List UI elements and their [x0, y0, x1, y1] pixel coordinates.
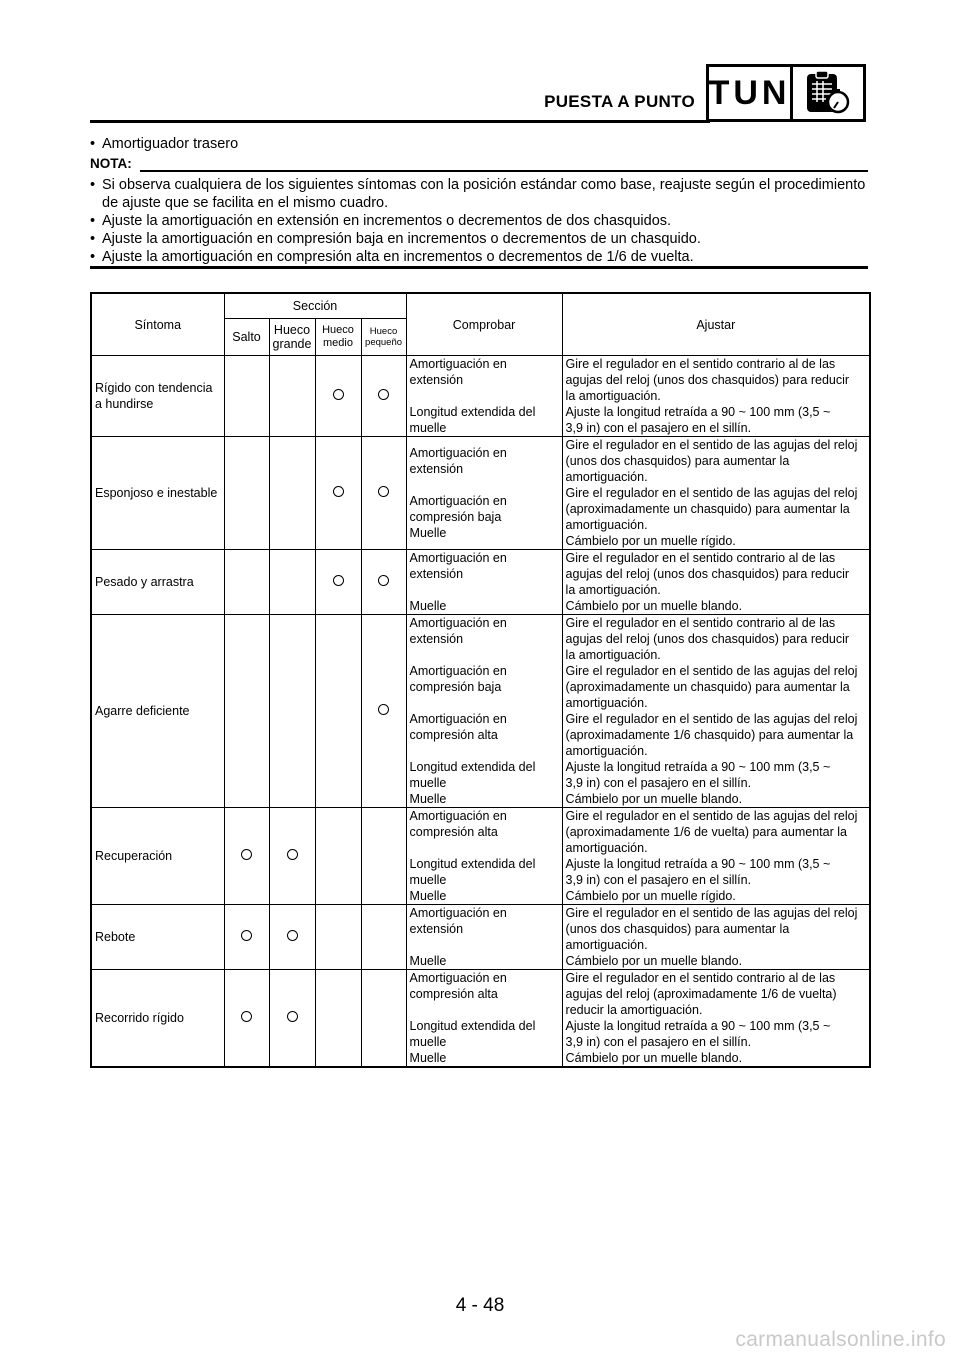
section-mark-cell — [269, 970, 315, 1068]
symptom-cell: Rígido con tendencia a hundirse — [91, 356, 224, 437]
circle-mark-icon — [333, 389, 344, 400]
ajustar-line: amortiguación. — [565, 938, 648, 952]
section-mark-cell — [224, 905, 269, 970]
ajustar-line: 3,9 in) con el pasajero en el sillín. — [565, 421, 752, 435]
symptom-cell: Pesado y arrastra — [91, 550, 224, 615]
header-salto: Salto — [224, 319, 269, 356]
watermark: carmanualsonline.info — [735, 1328, 946, 1351]
circle-mark-icon — [287, 1011, 298, 1022]
comprobar-line: muelle — [409, 776, 447, 790]
ajustar-line: Gire el regulador en el sentido contrario al de las — [565, 971, 836, 985]
ajustar-line: Gire el regulador en el sentido de las agujas del reloj — [565, 712, 858, 726]
circle-mark-icon — [378, 704, 389, 715]
header-rule — [90, 120, 710, 123]
intro-bullet: • Amortiguador trasero — [102, 135, 238, 153]
comprobar-line: muelle — [409, 1035, 447, 1049]
section-code: TUN — [709, 67, 793, 119]
ajustar-line: (aproximadamente un chasquido) para aumentar la — [565, 502, 850, 516]
ajustar-line: Cámbielo por un muelle blando. — [565, 1051, 743, 1065]
clipboard-stopwatch-icon — [793, 67, 863, 119]
ajustar-line: Cámbielo por un muelle rígido. — [565, 534, 736, 548]
ajustar-cell — [562, 615, 870, 808]
table-body — [91, 356, 870, 1068]
ajustar-line: reducir la amortiguación. — [565, 1003, 703, 1017]
comprobar-line: Amortiguación en — [409, 971, 507, 985]
header-hueco-pequeno: Hueco pequeño — [361, 319, 406, 356]
comprobar-line: Amortiguación en — [409, 809, 507, 823]
ajustar-line: (unos dos chasquidos) para aumentar la — [565, 922, 790, 936]
ajustar-cell — [562, 356, 870, 437]
comprobar-line: extensión — [409, 462, 464, 476]
comprobar-line: Amortiguación en — [409, 712, 507, 726]
section-mark-cell — [315, 970, 361, 1068]
comprobar-line — [410, 647, 559, 663]
ajustar-line: 3,9 in) con el pasajero en el sillín. — [565, 873, 752, 887]
table-row — [91, 970, 870, 1068]
section-mark-cell — [269, 615, 315, 808]
comprobar-cell — [406, 550, 562, 615]
ajustar-line: Gire el regulador en el sentido contrario al de las — [565, 616, 836, 630]
ajustar-line: amortiguación. — [565, 470, 648, 484]
comprobar-line: compresión alta — [409, 825, 498, 839]
comprobar-line: Amortiguación en — [409, 906, 507, 920]
section-mark-cell — [315, 437, 361, 550]
section-mark-cell — [361, 905, 406, 970]
comprobar-line: extensión — [409, 567, 464, 581]
table-row — [91, 905, 870, 970]
comprobar-cell — [406, 970, 562, 1068]
section-mark-cell — [361, 970, 406, 1068]
symptom-cell: Agarre deficiente — [91, 615, 224, 808]
ajustar-cell — [562, 970, 870, 1068]
table-row — [91, 808, 870, 905]
comprobar-line — [410, 937, 559, 953]
ajustar-line: 3,9 in) con el pasajero en el sillín. — [565, 1035, 752, 1049]
comprobar-cell — [406, 356, 562, 437]
comprobar-line: Muelle — [409, 1051, 447, 1065]
comprobar-line: extensión — [409, 373, 464, 387]
ajustar-line: Cámbielo por un muelle blando. — [565, 954, 743, 968]
comprobar-line: Amortiguación en — [409, 551, 507, 565]
header-hueco-medio: Hueco medio — [315, 319, 361, 356]
ajustar-line: Ajuste la longitud retraída a 90 ~ 100 mm (3,5 ~ — [565, 760, 831, 774]
section-mark-cell — [361, 356, 406, 437]
circle-mark-icon — [378, 575, 389, 586]
circle-mark-icon — [241, 849, 252, 860]
section-mark-cell — [315, 356, 361, 437]
section-mark-cell — [269, 550, 315, 615]
nota-item: • Ajuste la amortiguación en extensión en incrementos o decrementos de dos chasquidos. — [102, 212, 868, 230]
comprobar-cell — [406, 437, 562, 550]
comprobar-line: Longitud extendida del — [409, 1019, 536, 1033]
comprobar-line: muelle — [409, 421, 447, 435]
section-mark-cell — [315, 808, 361, 905]
comprobar-line: Longitud extendida del — [409, 760, 536, 774]
table-row — [91, 615, 870, 808]
comprobar-line: Amortiguación en — [409, 664, 507, 678]
section-mark-cell — [269, 437, 315, 550]
comprobar-line — [410, 695, 559, 711]
comprobar-cell — [406, 808, 562, 905]
ajustar-line: Gire el regulador en el sentido de las agujas del reloj — [565, 906, 858, 920]
page-number: 4 - 48 — [455, 1295, 505, 1316]
comprobar-line: Amortiguación en — [409, 616, 507, 630]
ajustar-line: Cámbielo por un muelle blando. — [565, 599, 743, 613]
header-ajustar: Ajustar — [562, 293, 870, 356]
section-mark-cell — [361, 808, 406, 905]
section-mark-cell — [269, 356, 315, 437]
comprobar-line: Muelle — [409, 792, 447, 806]
circle-mark-icon — [241, 1011, 252, 1022]
nota-top-rule — [140, 170, 868, 172]
section-mark-cell — [224, 437, 269, 550]
ajustar-line: amortiguación. — [565, 841, 648, 855]
table-row — [91, 437, 870, 550]
ajustar-line: Cámbielo por un muelle blando. — [565, 792, 743, 806]
section-mark-cell — [315, 615, 361, 808]
comprobar-line: compresión alta — [409, 987, 498, 1001]
ajustar-line: amortiguación. — [565, 696, 648, 710]
symptom-cell: Rebote — [91, 905, 224, 970]
section-mark-cell — [361, 615, 406, 808]
symptom-cell: Recuperación — [91, 808, 224, 905]
comprobar-line: Amortiguación en — [409, 446, 507, 460]
ajustar-line: amortiguación. — [565, 518, 648, 532]
circle-mark-icon — [378, 389, 389, 400]
circle-mark-icon — [378, 486, 389, 497]
section-mark-cell — [224, 550, 269, 615]
section-mark-cell — [224, 356, 269, 437]
ajustar-cell — [562, 905, 870, 970]
section-mark-cell — [269, 905, 315, 970]
comprobar-line — [410, 840, 559, 856]
nota-item: • Ajuste la amortiguación en compresión baja en incrementos o decrementos de un chasquido. — [102, 230, 868, 248]
comprobar-line: Muelle — [409, 599, 447, 613]
table-row — [91, 550, 870, 615]
nota-bottom-rule — [90, 266, 868, 269]
ajustar-line: (aproximadamente 1/6 chasquido) para aumentar la — [565, 728, 854, 742]
comprobar-line: compresión baja — [409, 510, 502, 524]
ajustar-line: Gire el regulador en el sentido de las agujas del reloj — [565, 438, 858, 452]
header-seccion: Sección — [224, 293, 406, 319]
section-badge — [706, 64, 866, 122]
comprobar-line: Muelle — [409, 954, 447, 968]
comprobar-line: Muelle — [409, 526, 447, 540]
nota-item: • Si observa cualquiera de los siguientes síntomas con la posición estándar como base, reajuste según el procedimiento de ajuste que se facilita en el mismo cuadro. — [102, 176, 868, 212]
comprobar-cell — [406, 905, 562, 970]
section-mark-cell — [315, 550, 361, 615]
symptom-cell: Esponjoso e inestable — [91, 437, 224, 550]
ajustar-line: la amortiguación. — [565, 583, 661, 597]
comprobar-line: compresión alta — [409, 728, 498, 742]
ajustar-line: Cámbielo por un muelle rígido. — [565, 889, 736, 903]
comprobar-line — [410, 1002, 559, 1018]
section-mark-cell — [361, 437, 406, 550]
ajustar-line: Ajuste la longitud retraída a 90 ~ 100 mm (3,5 ~ — [565, 857, 831, 871]
ajustar-line: Gire el regulador en el sentido contrario al de las — [565, 551, 836, 565]
tuning-table — [90, 292, 871, 1068]
comprobar-line: compresión baja — [409, 680, 502, 694]
comprobar-line: Longitud extendida del — [409, 857, 536, 871]
ajustar-line: Gire el regulador en el sentido de las agujas del reloj — [565, 664, 858, 678]
comprobar-line — [410, 582, 559, 598]
ajustar-line: agujas del reloj (aproximadamente 1/6 de vuelta) — [565, 987, 837, 1001]
ajustar-line: la amortiguación. — [565, 648, 661, 662]
nota-list — [102, 176, 868, 266]
ajustar-cell — [562, 437, 870, 550]
ajustar-line: agujas del reloj (unos dos chasquidos) para reducir — [565, 567, 850, 581]
header-sintoma: Síntoma — [91, 293, 224, 356]
circle-mark-icon — [241, 930, 252, 941]
ajustar-cell — [562, 808, 870, 905]
circle-mark-icon — [287, 930, 298, 941]
symptom-cell: Recorrido rígido — [91, 970, 224, 1068]
nota-label: NOTA: — [90, 156, 132, 171]
comprobar-line: extensión — [409, 922, 464, 936]
section-title: PUESTA A PUNTO — [544, 92, 695, 111]
comprobar-line — [410, 743, 559, 759]
ajustar-cell — [562, 550, 870, 615]
ajustar-line: amortiguación. — [565, 744, 648, 758]
ajustar-line: la amortiguación. — [565, 389, 661, 403]
header-comprobar: Comprobar — [406, 293, 562, 356]
ajustar-line: 3,9 in) con el pasajero en el sillín. — [565, 776, 752, 790]
comprobar-line: Longitud extendida del — [409, 405, 536, 419]
ajustar-line: Ajuste la longitud retraída a 90 ~ 100 mm (3,5 ~ — [565, 405, 831, 419]
ajustar-line: (aproximadamente 1/6 de vuelta) para aumentar la — [565, 825, 847, 839]
section-mark-cell — [315, 905, 361, 970]
comprobar-line: muelle — [409, 873, 447, 887]
comprobar-cell — [406, 615, 562, 808]
ajustar-line: Ajuste la longitud retraída a 90 ~ 100 mm (3,5 ~ — [565, 1019, 831, 1033]
comprobar-line — [410, 477, 559, 493]
section-mark-cell — [269, 808, 315, 905]
ajustar-line: agujas del reloj (unos dos chasquidos) para reducir — [565, 373, 850, 387]
circle-mark-icon — [333, 575, 344, 586]
ajustar-line: Gire el regulador en el sentido de las agujas del reloj — [565, 486, 858, 500]
table-row — [91, 356, 870, 437]
ajustar-line: (aproximadamente un chasquido) para aumentar la — [565, 680, 850, 694]
circle-mark-icon — [333, 486, 344, 497]
section-mark-cell — [224, 615, 269, 808]
comprobar-line: extensión — [409, 632, 464, 646]
section-mark-cell — [224, 970, 269, 1068]
circle-mark-icon — [287, 849, 298, 860]
nota-item: • Ajuste la amortiguación en compresión alta en incrementos o decrementos de 1/6 de vuelta. — [102, 248, 868, 266]
ajustar-line: agujas del reloj (unos dos chasquidos) para reducir — [565, 632, 850, 646]
ajustar-line: (unos dos chasquidos) para aumentar la — [565, 454, 790, 468]
comprobar-line — [410, 388, 559, 404]
header-hueco-grande: Hueco grande — [269, 319, 315, 356]
section-mark-cell — [224, 808, 269, 905]
comprobar-line: Muelle — [409, 889, 447, 903]
ajustar-line: Gire el regulador en el sentido de las agujas del reloj — [565, 809, 858, 823]
comprobar-line: Amortiguación en — [409, 357, 507, 371]
comprobar-line: Amortiguación en — [409, 494, 507, 508]
section-mark-cell — [361, 550, 406, 615]
ajustar-line: Gire el regulador en el sentido contrario al de las — [565, 357, 836, 371]
